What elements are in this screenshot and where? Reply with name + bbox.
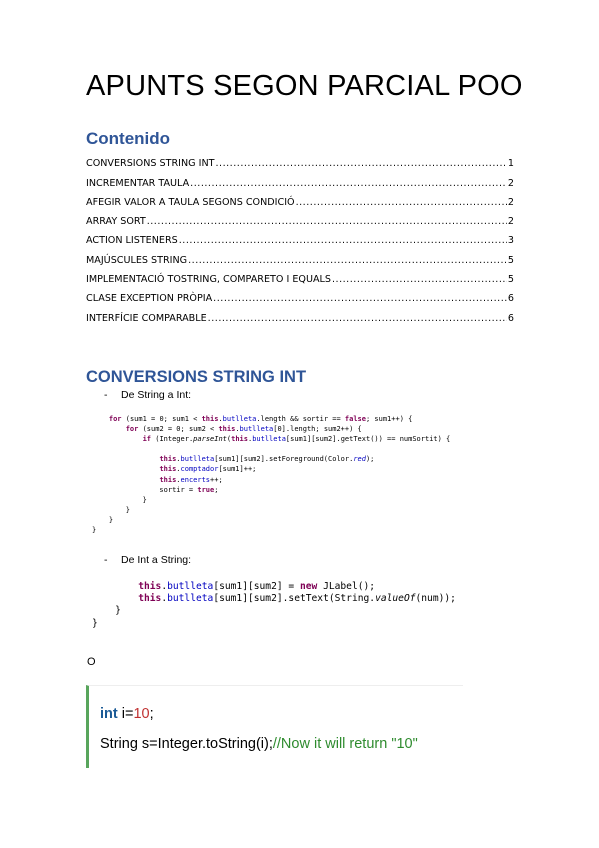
toc-leader [179,235,507,246]
toc-leader [296,197,507,208]
toc-entry-page: 6 [507,312,514,324]
toc-entry-page: 1 [507,158,514,170]
toc-leader [188,255,507,266]
toc-entry-page: 6 [507,293,514,305]
toc-heading: Contenido [86,129,171,148]
toc-leader [208,313,507,324]
toc-entry-label: ARRAY SORT [86,216,146,228]
bullet-int-to-string [104,554,191,566]
snippet-number: 10 [133,706,150,722]
toc-entry-label: INTERFÍCIE COMPARABLE [86,312,207,324]
toc-entry-page: 2 [507,196,514,208]
toc-entry-label: CLASE EXCEPTION PRÒPIA [86,293,213,305]
toc-entry-page: 3 [507,235,514,247]
snippet-text: i= [117,706,134,722]
toc-entry-label: INCREMENTAR TAULA [86,177,190,189]
toc-entry-page: 5 [507,254,514,266]
snippet-code: String s=Integer.toString(i); [100,736,273,752]
document-title: APUNTS SEGON PARCIAL POO [86,70,523,102]
snippet-line-1 [100,706,154,722]
toc-entry[interactable] [86,208,514,227]
code-screenshot-1: for (sum1 = 0; sum1 < this.butlleta.length && sortir == false; sum1++) { for (sum2 = 0; sum2 < this.butlleta[0].length; sum2++) { if (Integer.parseInt(this.butlleta[sum1][sum2].getText()) == numSortit) { this.butlleta[sum1][sum2].setForeground(Color.red); this.comptador[sum1]++; this.encerts++; sortir = true; } } } } [92,415,451,535]
toc-entry[interactable] [86,266,514,285]
toc-entry[interactable] [86,169,514,188]
toc-entry-page: 2 [507,216,514,228]
section-heading: CONVERSIONS STRING INT [86,368,307,386]
bullet-string-to-int [104,389,191,401]
toc-entry-label: IMPLEMENTACIÓ TOSTRING, COMPARETO I EQUALS [86,274,331,286]
snippet-text: ; [149,706,154,722]
toc-leader [215,158,506,169]
toc-entry[interactable] [86,304,514,323]
toc-entry[interactable] [86,150,514,169]
toc-leader [190,178,507,189]
or-text: O [87,656,96,668]
toc-leader [213,293,507,304]
toc-entry[interactable] [86,227,514,246]
toc-entry-page: 5 [507,274,514,286]
snippet-keyword: int [100,706,118,722]
toc-leader [332,274,507,285]
snippet-line-2 [100,736,418,752]
toc-entry[interactable] [86,285,514,304]
toc-entry-label: AFEGIR VALOR A TAULA SEGONS CONDICIÓ [86,196,295,208]
toc-entry-label: CONVERSIONS STRING INT [86,158,215,170]
table-of-contents [86,150,514,324]
toc-entry-page: 2 [507,177,514,189]
code-screenshot-2: this.butlleta[sum1][sum2] = new JLabel(); this.butlleta[sum1][sum2].setText(String.valueOf(num)); } } [92,581,456,629]
bullet-text: De Int a String: [121,554,192,566]
toc-entry-label: MAJÚSCULES STRING [86,254,188,266]
toc-entry[interactable] [86,246,514,265]
bullet-dash: - [104,389,108,401]
bullet-text: De String a Int: [121,389,192,401]
bullet-dash: - [104,554,108,566]
toc-leader [147,216,507,227]
snippet-comment: //Now it will return "10" [272,736,418,752]
toc-entry-label: ACTION LISTENERS [86,235,178,247]
code-snippet-box [86,685,463,768]
toc-entry[interactable] [86,189,514,208]
